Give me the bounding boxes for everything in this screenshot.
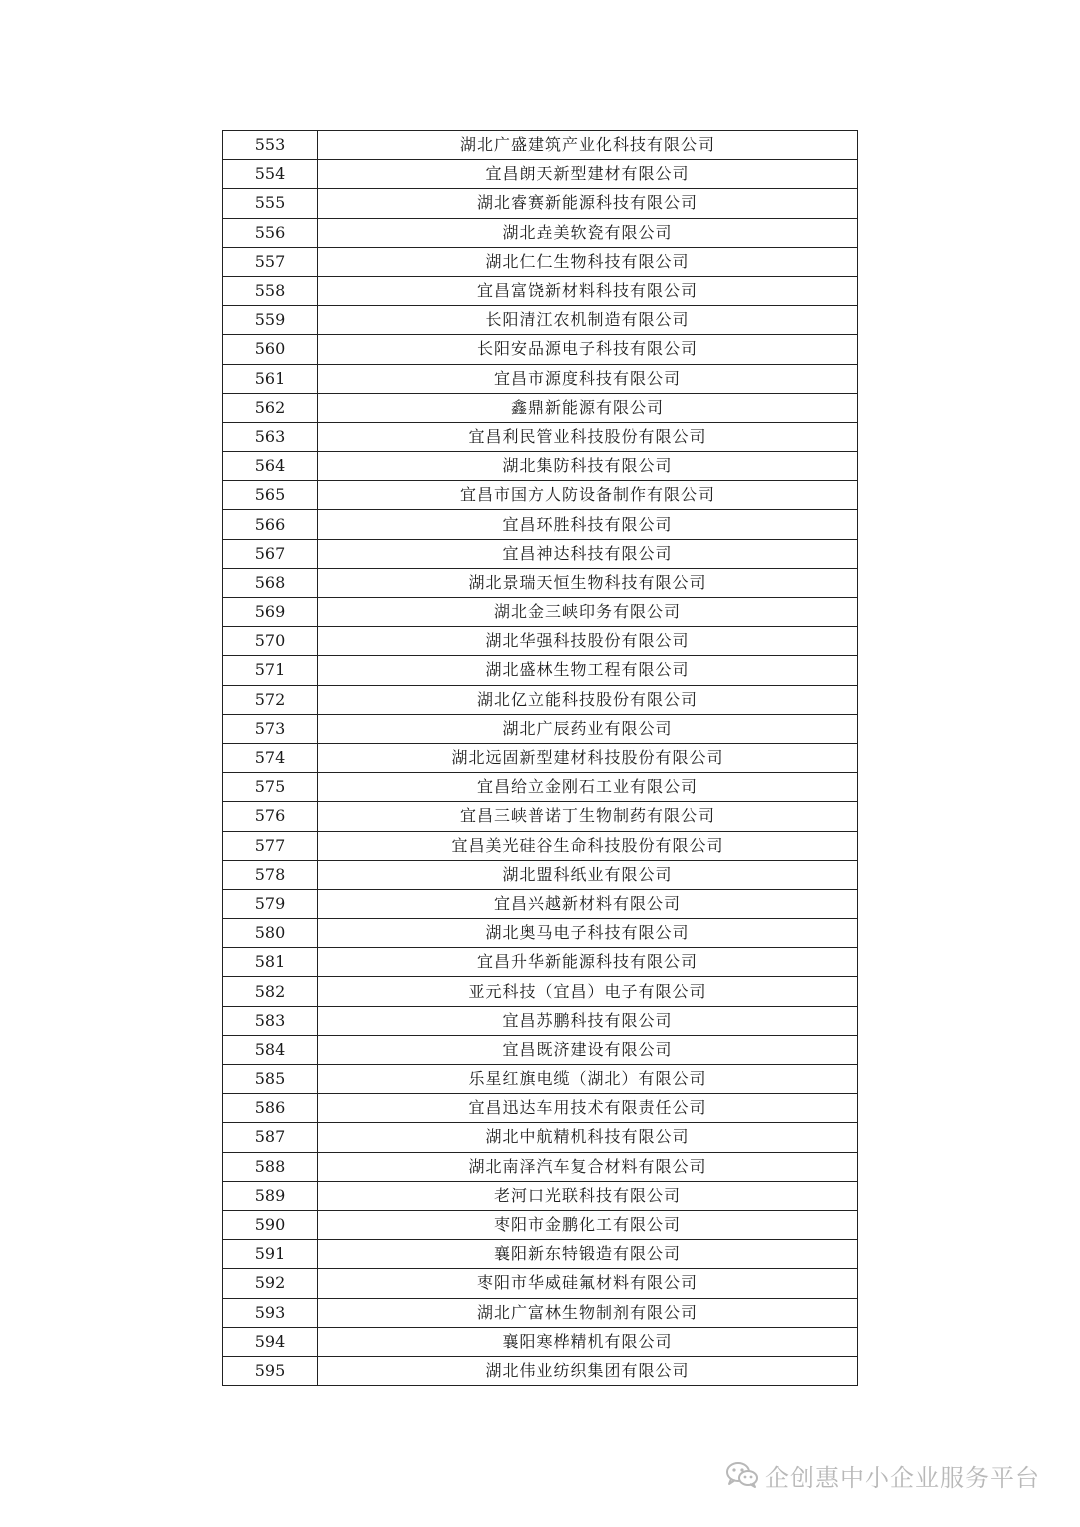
watermark-text: 企创惠中小企业服务平台 (765, 1463, 1040, 1492)
row-number: 576 (223, 802, 318, 831)
company-name: 湖北华强科技股份有限公司 (318, 627, 858, 656)
row-number: 571 (223, 656, 318, 685)
company-name: 宜昌兴越新材料有限公司 (318, 889, 858, 918)
row-number: 580 (223, 919, 318, 948)
row-number: 555 (223, 189, 318, 218)
row-number: 582 (223, 977, 318, 1006)
company-name: 湖北南泽汽车复合材料有限公司 (318, 1152, 858, 1181)
company-name: 宜昌市源度科技有限公司 (318, 364, 858, 393)
table-row (223, 1210, 858, 1239)
row-number: 573 (223, 714, 318, 743)
row-number: 562 (223, 393, 318, 422)
company-name: 宜昌给立金刚石工业有限公司 (318, 773, 858, 802)
company-name: 湖北远固新型建材科技股份有限公司 (318, 743, 858, 772)
company-name: 宜昌既济建设有限公司 (318, 1035, 858, 1064)
table-row (223, 568, 858, 597)
table-row (223, 656, 858, 685)
company-list-body (223, 131, 858, 1386)
table-row (223, 393, 858, 422)
table-row (223, 1240, 858, 1269)
company-name: 宜昌苏鹏科技有限公司 (318, 1006, 858, 1035)
table-row (223, 743, 858, 772)
row-number: 591 (223, 1240, 318, 1269)
table-row (223, 948, 858, 977)
table-row (223, 598, 858, 627)
company-name: 宜昌环胜科技有限公司 (318, 510, 858, 539)
row-number: 575 (223, 773, 318, 802)
company-name: 湖北盟科纸业有限公司 (318, 860, 858, 889)
table-row (223, 773, 858, 802)
row-number: 561 (223, 364, 318, 393)
row-number: 553 (223, 131, 318, 160)
table-row (223, 1181, 858, 1210)
table-row (223, 276, 858, 305)
company-name: 鑫鼎新能源有限公司 (318, 393, 858, 422)
company-name: 枣阳市华威硅氟材料有限公司 (318, 1269, 858, 1298)
table-row (223, 1152, 858, 1181)
watermark (725, 1460, 1040, 1490)
row-number: 590 (223, 1210, 318, 1239)
company-name: 湖北中航精机科技有限公司 (318, 1123, 858, 1152)
row-number: 592 (223, 1269, 318, 1298)
company-name: 长阳安品源电子科技有限公司 (318, 335, 858, 364)
table-row (223, 1356, 858, 1385)
row-number: 569 (223, 598, 318, 627)
company-name: 湖北盛林生物工程有限公司 (318, 656, 858, 685)
row-number: 567 (223, 539, 318, 568)
table-row (223, 452, 858, 481)
company-name: 湖北奥马电子科技有限公司 (318, 919, 858, 948)
table-row (223, 422, 858, 451)
table-row (223, 364, 858, 393)
company-name: 湖北亿立能科技股份有限公司 (318, 685, 858, 714)
company-name: 枣阳市金鹏化工有限公司 (318, 1210, 858, 1239)
row-number: 574 (223, 743, 318, 772)
table-row (223, 1298, 858, 1327)
row-number: 556 (223, 218, 318, 247)
table-row (223, 1123, 858, 1152)
company-name: 湖北伟业纺织集团有限公司 (318, 1356, 858, 1385)
company-name: 湖北金三峡印务有限公司 (318, 598, 858, 627)
wechat-icon (725, 1461, 759, 1489)
table-row (223, 539, 858, 568)
row-number: 581 (223, 948, 318, 977)
table-row (223, 1006, 858, 1035)
company-name: 湖北景瑞天恒生物科技有限公司 (318, 568, 858, 597)
company-list-table (222, 130, 858, 1386)
company-name: 湖北集防科技有限公司 (318, 452, 858, 481)
company-name: 宜昌富饶新材料科技有限公司 (318, 276, 858, 305)
table-row (223, 860, 858, 889)
row-number: 570 (223, 627, 318, 656)
row-number: 559 (223, 306, 318, 335)
table-row (223, 1065, 858, 1094)
table-row (223, 714, 858, 743)
company-name: 宜昌利民管业科技股份有限公司 (318, 422, 858, 451)
table-row (223, 131, 858, 160)
table-row (223, 1327, 858, 1356)
table-row (223, 977, 858, 1006)
row-number: 594 (223, 1327, 318, 1356)
row-number: 563 (223, 422, 318, 451)
company-name: 宜昌升华新能源科技有限公司 (318, 948, 858, 977)
row-number: 565 (223, 481, 318, 510)
table-row (223, 685, 858, 714)
row-number: 587 (223, 1123, 318, 1152)
company-name: 宜昌市国方人防设备制作有限公司 (318, 481, 858, 510)
row-number: 589 (223, 1181, 318, 1210)
company-name: 湖北广富林生物制剂有限公司 (318, 1298, 858, 1327)
row-number: 584 (223, 1035, 318, 1064)
row-number: 572 (223, 685, 318, 714)
company-name: 长阳清江农机制造有限公司 (318, 306, 858, 335)
row-number: 583 (223, 1006, 318, 1035)
company-name: 湖北睿赛新能源科技有限公司 (318, 189, 858, 218)
row-number: 578 (223, 860, 318, 889)
row-number: 586 (223, 1094, 318, 1123)
table-row (223, 1094, 858, 1123)
row-number: 593 (223, 1298, 318, 1327)
company-name: 乐星红旗电缆（湖北）有限公司 (318, 1065, 858, 1094)
company-name: 宜昌神达科技有限公司 (318, 539, 858, 568)
table-row (223, 189, 858, 218)
row-number: 566 (223, 510, 318, 539)
table-row (223, 1269, 858, 1298)
row-number: 595 (223, 1356, 318, 1385)
company-name: 襄阳寒桦精机有限公司 (318, 1327, 858, 1356)
company-name: 湖北广辰药业有限公司 (318, 714, 858, 743)
table-row (223, 247, 858, 276)
table-row (223, 510, 858, 539)
row-number: 577 (223, 831, 318, 860)
row-number: 557 (223, 247, 318, 276)
table-row (223, 802, 858, 831)
table-row (223, 831, 858, 860)
row-number: 568 (223, 568, 318, 597)
row-number: 564 (223, 452, 318, 481)
row-number: 554 (223, 160, 318, 189)
row-number: 588 (223, 1152, 318, 1181)
row-number: 579 (223, 889, 318, 918)
row-number: 560 (223, 335, 318, 364)
company-name: 湖北广盛建筑产业化科技有限公司 (318, 131, 858, 160)
table-row (223, 335, 858, 364)
table-row (223, 306, 858, 335)
company-name: 老河口光联科技有限公司 (318, 1181, 858, 1210)
table-row (223, 1035, 858, 1064)
company-name: 宜昌美光硅谷生命科技股份有限公司 (318, 831, 858, 860)
company-name: 襄阳新东特锻造有限公司 (318, 1240, 858, 1269)
company-name: 宜昌三峡普诺丁生物制药有限公司 (318, 802, 858, 831)
table-row (223, 919, 858, 948)
company-name: 亚元科技（宜昌）电子有限公司 (318, 977, 858, 1006)
table-row (223, 218, 858, 247)
company-name: 湖北垚美软瓷有限公司 (318, 218, 858, 247)
table-row (223, 889, 858, 918)
row-number: 585 (223, 1065, 318, 1094)
row-number: 558 (223, 276, 318, 305)
table-row (223, 160, 858, 189)
table-row (223, 481, 858, 510)
company-name: 湖北仁仁生物科技有限公司 (318, 247, 858, 276)
company-name: 宜昌迅达车用技术有限责任公司 (318, 1094, 858, 1123)
company-name: 宜昌朗天新型建材有限公司 (318, 160, 858, 189)
table-row (223, 627, 858, 656)
